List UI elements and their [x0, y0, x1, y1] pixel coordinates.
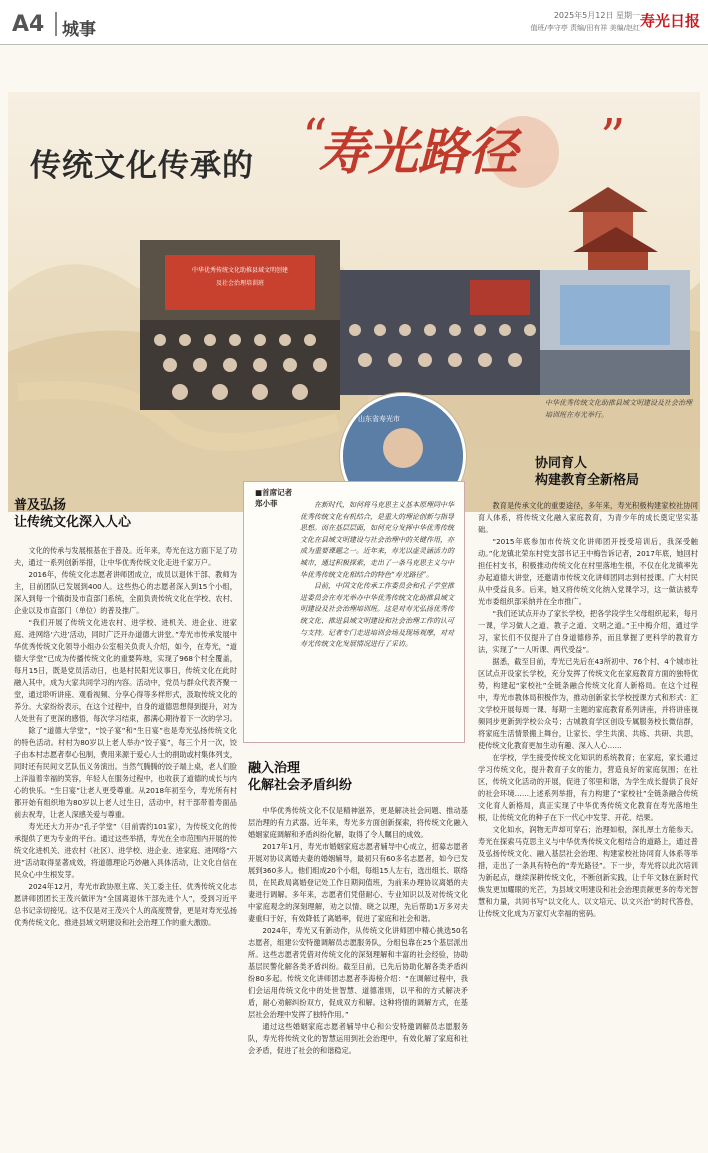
lede-para: 目前，中国文化传承工作委员会和孔子学堂推进委员会在寿光举办中华优秀传统文化助推县域文明建设及社会治理培训班。这是对寿光弘扬优秀传统文化、推进县域文明建设和社会治理工作的认可与支持。记者专门走进培训会场及现场观摩，对对寿光传统文化发展情况进行了采访。 [300, 582, 454, 649]
lede-text [300, 500, 458, 651]
training-photo-2 [340, 270, 540, 395]
body-paragraph: 2024年，寿光又有新动作，从传统文化讲师团中精心挑选50名志愿者，组建公安特邀调解员志愿服务队，分组包靠在25个基层派出所。这些志愿者凭借对传统文化的深刻理解和丰富的社会经验，协助基层民警化解各类矛盾纠纷。截至目前，已先后协助化解各类矛盾纠纷80多起。传统文化讲师团志愿者李海榜介绍：“在调解过程中，我们会运用传统文化中的处世智慧、道德准则，以平和的方式解决矛盾，耐心劝解纠纷双方，促成双方和解。这种将情的调解方式，在基层社会治理中发挥了独特作用。” [248, 926, 468, 1019]
body-paragraph: “我们还试点开办了家长学校，把各学段学生父母组织起来，每月一课，学习做人之道、教子之道、文明之道。”王中梅介绍，通过学习，家长们不仅提升了自身道德修养，而且掌握了更科学的教育方法，实现了“一人听课、两代受益”。 [478, 609, 698, 654]
date-line: 2025年5月12日 星期一 [553, 11, 640, 20]
screen-caption-line1: 中华优秀传统文化助推县域文明创建 [191, 267, 288, 274]
title-main: 传统文化传承的 [30, 148, 254, 184]
section3-heading-line2: 构建教育全新格局 [535, 473, 640, 488]
body-paragraph: 文化的传承与发展根基在于普及。近年来，寿光在这方面下足了功夫，通过一系列创新举措，让中华优秀传统文化走进千家万户。 [14, 546, 237, 567]
body-paragraph: 通过这些婚姻家庭志愿者辅导中心和公安特邀调解员志愿服务队，寿光将传统文化的智慧运用到社会治理中，有效化解了家庭和社会矛盾，促进了社会的和谐稳定。 [248, 1022, 468, 1055]
section1-heading [14, 497, 131, 531]
title-quote-right: ” [600, 108, 626, 166]
body-paragraph: 2024年12月，寿光市政协原主席、关工委主任、优秀传统文化志愿讲师团团长王茂兴做评为“全国离退休干部先进个人”，受到习近平总书记亲切接见。这不仅是对王茂兴个人的高度赞誉，更是对寿光弘扬优秀传统文化、推进县域文明建设和社会治理工作的重大激励。 [14, 882, 237, 927]
body-paragraph: “我们开展了传统文化进农村、进学校、进机关、进企业、进家庭、进网络‘六进’活动，同时广泛开办道德大讲堂。”寿光市传承发展中华优秀传统文化领导小组办公室相关负责人介绍，如今，在寿光，“道德大学堂”已成为传播传统文化的重要阵地，实现了968个村全覆盖，每月15日，既是党员活动日，也是村民阳光议事日，传统文化在此时融入其中，成为大家共同学习的内容。活动中，党员与群众代表齐聚一堂，通过聆听讲座、观看视频、分享心得等多样形式，汲取传统文化的养分。大家纷纷表示，在这个过程中，自身的道德思想得到提升，对为人处世有了更深的感悟，每次学习结束，都满心期待着下一次的学习。 [14, 618, 237, 723]
body-paragraph: 寿光还大力开办“孔子学堂”（目前需约101家），为传统文化的传承提供了更为专业的平台。通过这些举措，寿光在全市范围内开展的传统文化进机关、进农村（社区）、进学校、进企业、进家庭、进网络“六进”活动取得显著成效，将道德理论巧妙融入具体活动，让文化自信在民众心中生根发芽。 [14, 822, 237, 879]
portrait-banner-text: 山东省寿光市 [358, 415, 400, 423]
body-paragraph: 2016年，传统文化志愿者讲师团成立，成员以退休干部、教师为主，目前团队已发展到400人。这些热心的志愿者深入到15个小组，深入到每一个镇街及市直部门系统，全面负责传统文化在学校、农村、企业以及市直部门（单位）的普及推广。 [14, 570, 237, 615]
body-paragraph: 除了“道德大学堂”，“饺子宴”和“生日宴”也是寿光弘扬传统文化的特色活动。村村为80岁以上老人举办“饺子宴”，每三个月一次，饺子由本村志愿者奉心包制，费用来源于爱心人士的捐助或村集体列支，同时还有民间文艺队伍义务演出。当然气腾腾的饺子端上桌，老人们脸上洋溢着幸福的笑容，年轻人在服务过程中，也收获了道德的成长与内心的快乐。“生日宴”让老人更受尊重。从2018年初至今，寿光所有村都开始有组织地为80岁以上老人过生日，活动中，村干部带着寿面品前去祝寿，让老人深感关爱与尊重。 [14, 726, 237, 819]
section1-heading-line2: 让传统文化深入人心 [14, 515, 132, 530]
section1-body [14, 545, 237, 1145]
audience-image [340, 270, 540, 395]
body-paragraph: 中华优秀传统文化不仅是精神滋养，更是解决社会问题、推动基层治理的有力武器。近年来，寿光多方面创新探索，将传统文化融入婚姻家庭调解和矛盾纠纷化解，取得了令人瞩目的成效。 [248, 806, 468, 839]
section2-heading-line1: 融入治理 [248, 761, 301, 776]
speaker-image [540, 270, 690, 395]
section2-body [248, 805, 468, 1145]
masthead: 寿光日报 [640, 12, 701, 30]
training-photo-3 [540, 270, 690, 395]
byline [255, 487, 292, 509]
section2-heading [248, 760, 352, 794]
page-number: A4 [12, 12, 45, 37]
byline-role: ■首席记者 [255, 488, 293, 497]
title-highlight: 寿光路径 [318, 122, 518, 181]
page-header [0, 0, 708, 45]
training-photo-1 [140, 240, 340, 410]
body-paragraph: 2017年1月，寿光市婚姻家庭志愿者辅导中心成立，招募志愿者开展对协议离婚夫妻的婚姻辅导，最初只有60多名志愿者，如今已发展到360多人。他们组成20个小组，每组15人左右，选出组长、联络员，在民政局离婚登记处工作日期间值班，为前来办理协议离婚的夫妻进行调解。多年来，志愿者们凭借耐心、专业知识以及对传统文化中家庭观念的深刻理解，劝之以情、晓之以理，先后帮助1万多对夫妻重归于好，有效降低了离婚率，促进了家庭和社会和谐。 [248, 842, 468, 923]
lede-para: 在新时代，如何将马克思主义基本原理同中华优秀传统文化有机结合，是重大的理论创新与指导思想。而在基层层面，如何充分发挥中华优秀传统文化在县域文明建设与社会治理中的关键作用，亦成为重要课题之一。近年来，寿光以虚灵涵活力的城市，通过积极探索，走出了一条马克思主义与中华优秀传统文化相结合的特色“寿光路径”。 [300, 501, 454, 579]
header-divider [55, 12, 57, 36]
section3-heading-line1: 协同育人 [535, 456, 588, 471]
photo-caption: 中华优秀传统文化助推县域文明建设及社会治理培训班在寿光举行。 [545, 399, 692, 419]
byline-name: 郑小菲 [255, 499, 278, 508]
body-paragraph: 在学校，学生接受传统文化知识的系统教育；在家庭，家长通过学习传统文化，提升教育子女的能力，营造良好的家庭氛围；在社区，传统文化活动的开展，促进了邻里和谐，为学生成长提供了良好的社会环境……上述系列举措，有力构建了“家校社”全链条融合传统文化育人新格局，真正实现了中华优秀传统文化教育在寿光落地生根，让传统文化的种子在下一代心中发芽、开花、结果。 [478, 753, 698, 822]
section1-heading-line1: 普及弘扬 [14, 498, 67, 513]
title-quote-left: “ [302, 108, 328, 166]
editors-line: 值班/李守亭 责编/田有祥 美编/赵红 [530, 24, 640, 32]
body-paragraph: 教育是传承文化的重要途径，多年来，寿光积极构建家校社协同育人体系，将传统文化融入家庭教育，为青少年的成长奠定坚实基础。 [478, 501, 698, 534]
body-paragraph: “2015年底参加市传统文化讲师团开授受培训后，我深受触动。”化龙镇北荣东村党支部书记王中梅告诉记者，2017年底，她回村担任村支书，积极推动传统文化在村里落地生根，不仅在化龙镇率先办起道德大讲堂，还邀请市传统文化讲师团同志到村授课。广大村民从中受益良多。后来，她又将传统文化纳入党课学习，这一做法被寿光市委组织部采纳并在全市推广。 [478, 537, 698, 606]
body-paragraph: 文化如水，润物无声却可穿石；治理如根，深扎厚土方能参天。寿光在探索马克思主义与中华优秀传统文化相结合的道路上，通过普及弘扬传统文化、融入基层社会治理、构建家校社协同育人体系等举措，走出了一条具有特色的“寿光路径”。下一步，寿光将以此次培训为新起点，继续深耕传统文化，不断创新实践，让千年文脉在新时代焕发更加耀眼的光芒，为县域文明建设和社会治理贡献更多的寿光智慧和力量，共同书写“以文化人、以文培元、以文兴治”的时代答卷，让传统文化成为万家灯火幸福的密码。 [478, 825, 698, 918]
body-paragraph: 据悉，截至目前，寿光已先后在43所初中、76个村、4个城市社区试点开设家长学校，充分发挥了传统文化在家庭教育方面的独特优势，构建起“家校社”全链条融合传统文化育人新格局。在这个过程中，寿光市教体局积极作为，推动创新家长学校授课方式和形式：汇文学校开展每周一课、每期一主题的家庭教育系列讲座，并将讲座视频同步更新到学校公众号；古城教育学区创设专属服务校长微信群，将家庭生活情景搬上舞台，让家长、学生共演、共练、共研、共思，使传统文化教育更加生动有趣、深入人心…… [478, 657, 698, 750]
section3-heading [535, 455, 639, 489]
section2-heading-line2: 化解社会矛盾纠纷 [248, 778, 353, 793]
section3-body [478, 500, 698, 1145]
section-name: 城事 [62, 20, 96, 40]
screen-caption-line2: 及社会治理培训班 [215, 280, 264, 287]
